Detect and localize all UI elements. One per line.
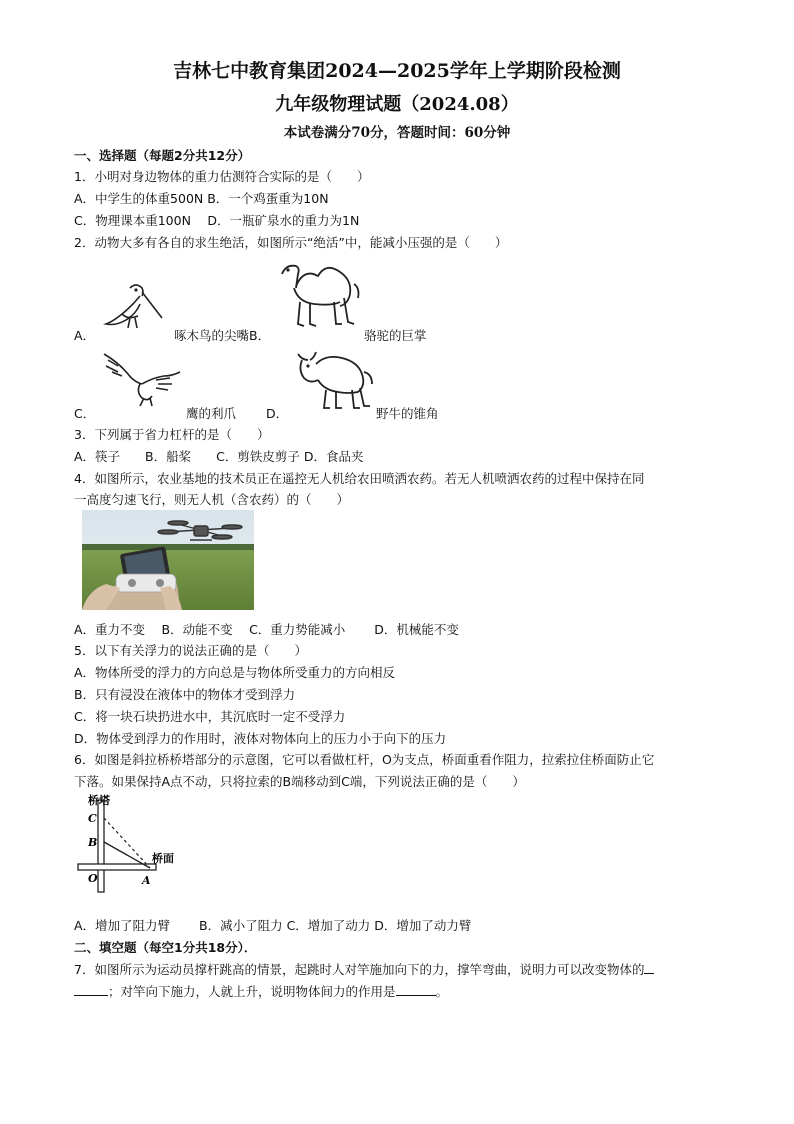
- q2-option-d-caption: 野牛的锥角: [376, 406, 439, 421]
- q2-option-d-label: D．: [266, 406, 289, 421]
- q1-options-ab: A．中学生的体重500N B．一个鸡蛋重为10N: [74, 191, 329, 206]
- q7-line1: [74, 960, 654, 978]
- q7-line1-text: 7．如图所示为运动员撑杆跳高的情景，起跳时人对竿施加向下的力，撑竿弯曲，说明力可以改变物体的: [74, 962, 645, 977]
- label-deck: 桥面: [152, 852, 174, 865]
- q7-blank-1-cont[interactable]: [74, 984, 108, 996]
- q2-stem: 2．动物大多有各自的求生绝活，如图所示“绝活”中，能减小压强的是（ ）: [74, 235, 508, 250]
- camel-image: [274, 254, 364, 334]
- q7-line2-text: ；对竿向下施力，人就上升，说明物体间力的作用是: [108, 984, 396, 999]
- q2-option-b-caption: 骆驼的巨掌: [364, 328, 427, 343]
- exam-info: 本试卷满分70分，答题时间：60分钟: [283, 125, 511, 141]
- woodpecker-image: [102, 278, 172, 338]
- label-c: C: [88, 812, 97, 825]
- eagle-image: [100, 350, 184, 412]
- q4-stem-line2: 一高度匀速飞行，则无人机（含农药）的（ ）: [74, 492, 350, 507]
- q7-blank-1[interactable]: [644, 962, 654, 974]
- q5-option-c: C．将一块石块扔进水中，其沉底时一定不受浮力: [74, 709, 346, 724]
- q6-options: A．增加了阻力臂 B．减小了阻力 C．增加了动力 D．增加了动力臂: [74, 918, 472, 933]
- q2-option-a-label: A．: [74, 328, 96, 343]
- drone-photo: [82, 510, 254, 610]
- exam-subtitle: 九年级物理试题（2024.08）: [275, 94, 519, 115]
- tower-pillar: [98, 800, 104, 892]
- q2-option-c-caption: 鹰的利爪: [186, 406, 237, 421]
- q2-option-c-label: C．: [74, 406, 96, 421]
- label-b: B: [88, 836, 98, 849]
- q2-option-a-caption: 啄木鸟的尖嘴B．: [174, 328, 271, 343]
- q3-stem: 3．下列属于省力杠杆的是（ ）: [74, 427, 270, 442]
- label-o: O: [88, 872, 98, 885]
- q6-stem-line1: 6．如图是斜拉桥桥塔部分的示意图，它可以看做杠杆，O为支点，桥面重看作阻力，拉索拉住桥面防止它: [74, 752, 655, 767]
- q4-stem-line1: 4．如图所示，农业基地的技术员正在遥控无人机给农田喷洒农药。若无人机喷洒农药的过程中保持在同: [74, 471, 645, 486]
- q6-stem-line2: 下落。如果保持A点不动，只将拉索的B端移动到C端，下列说法正确的是（ ）: [74, 774, 525, 789]
- q5-stem: 5．以下有关浮力的说法正确的是（ ）: [74, 643, 307, 658]
- q4-options: A．重力不变 B．动能不变 C．重力势能减小 D．机械能不变: [74, 622, 459, 637]
- cable-ac-dashed: [104, 818, 150, 868]
- q5-option-d: D．物体受到浮力的作用时，液体对物体向上的压力小于向下的压力: [74, 731, 447, 746]
- section-two-title: 二、填空题（每空1分共18分）．: [74, 940, 257, 955]
- cable-bridge-diagram: [74, 792, 204, 902]
- q1-options-cd: C．物理课本重100N D．一瓶矿泉水的重力为1N: [74, 213, 360, 228]
- bison-image: [292, 348, 376, 414]
- q5-option-a: A．物体所受的浮力的方向总是与物体所受重力的方向相反: [74, 665, 396, 680]
- q3-options: A．筷子 B．船桨 C．剪铁皮剪子 D．食品夹: [74, 449, 364, 464]
- q1-stem: 1．小明对身边物体的重力估测符合实际的是（ ）: [74, 169, 370, 184]
- q5-option-b: B．只有浸没在液体中的物体才受到浮力: [74, 687, 296, 702]
- section-one-title: 一、选择题（每题2分共12分）: [74, 148, 251, 163]
- label-a: A: [142, 874, 151, 887]
- label-tower: 桥塔: [88, 794, 110, 807]
- q7-blank-2[interactable]: [396, 984, 436, 996]
- q7-line2-end: 。: [435, 984, 449, 999]
- q7-line2: [74, 982, 448, 1000]
- exam-title: 吉林七中教育集团2024—2025学年上学期阶段检测: [173, 60, 621, 82]
